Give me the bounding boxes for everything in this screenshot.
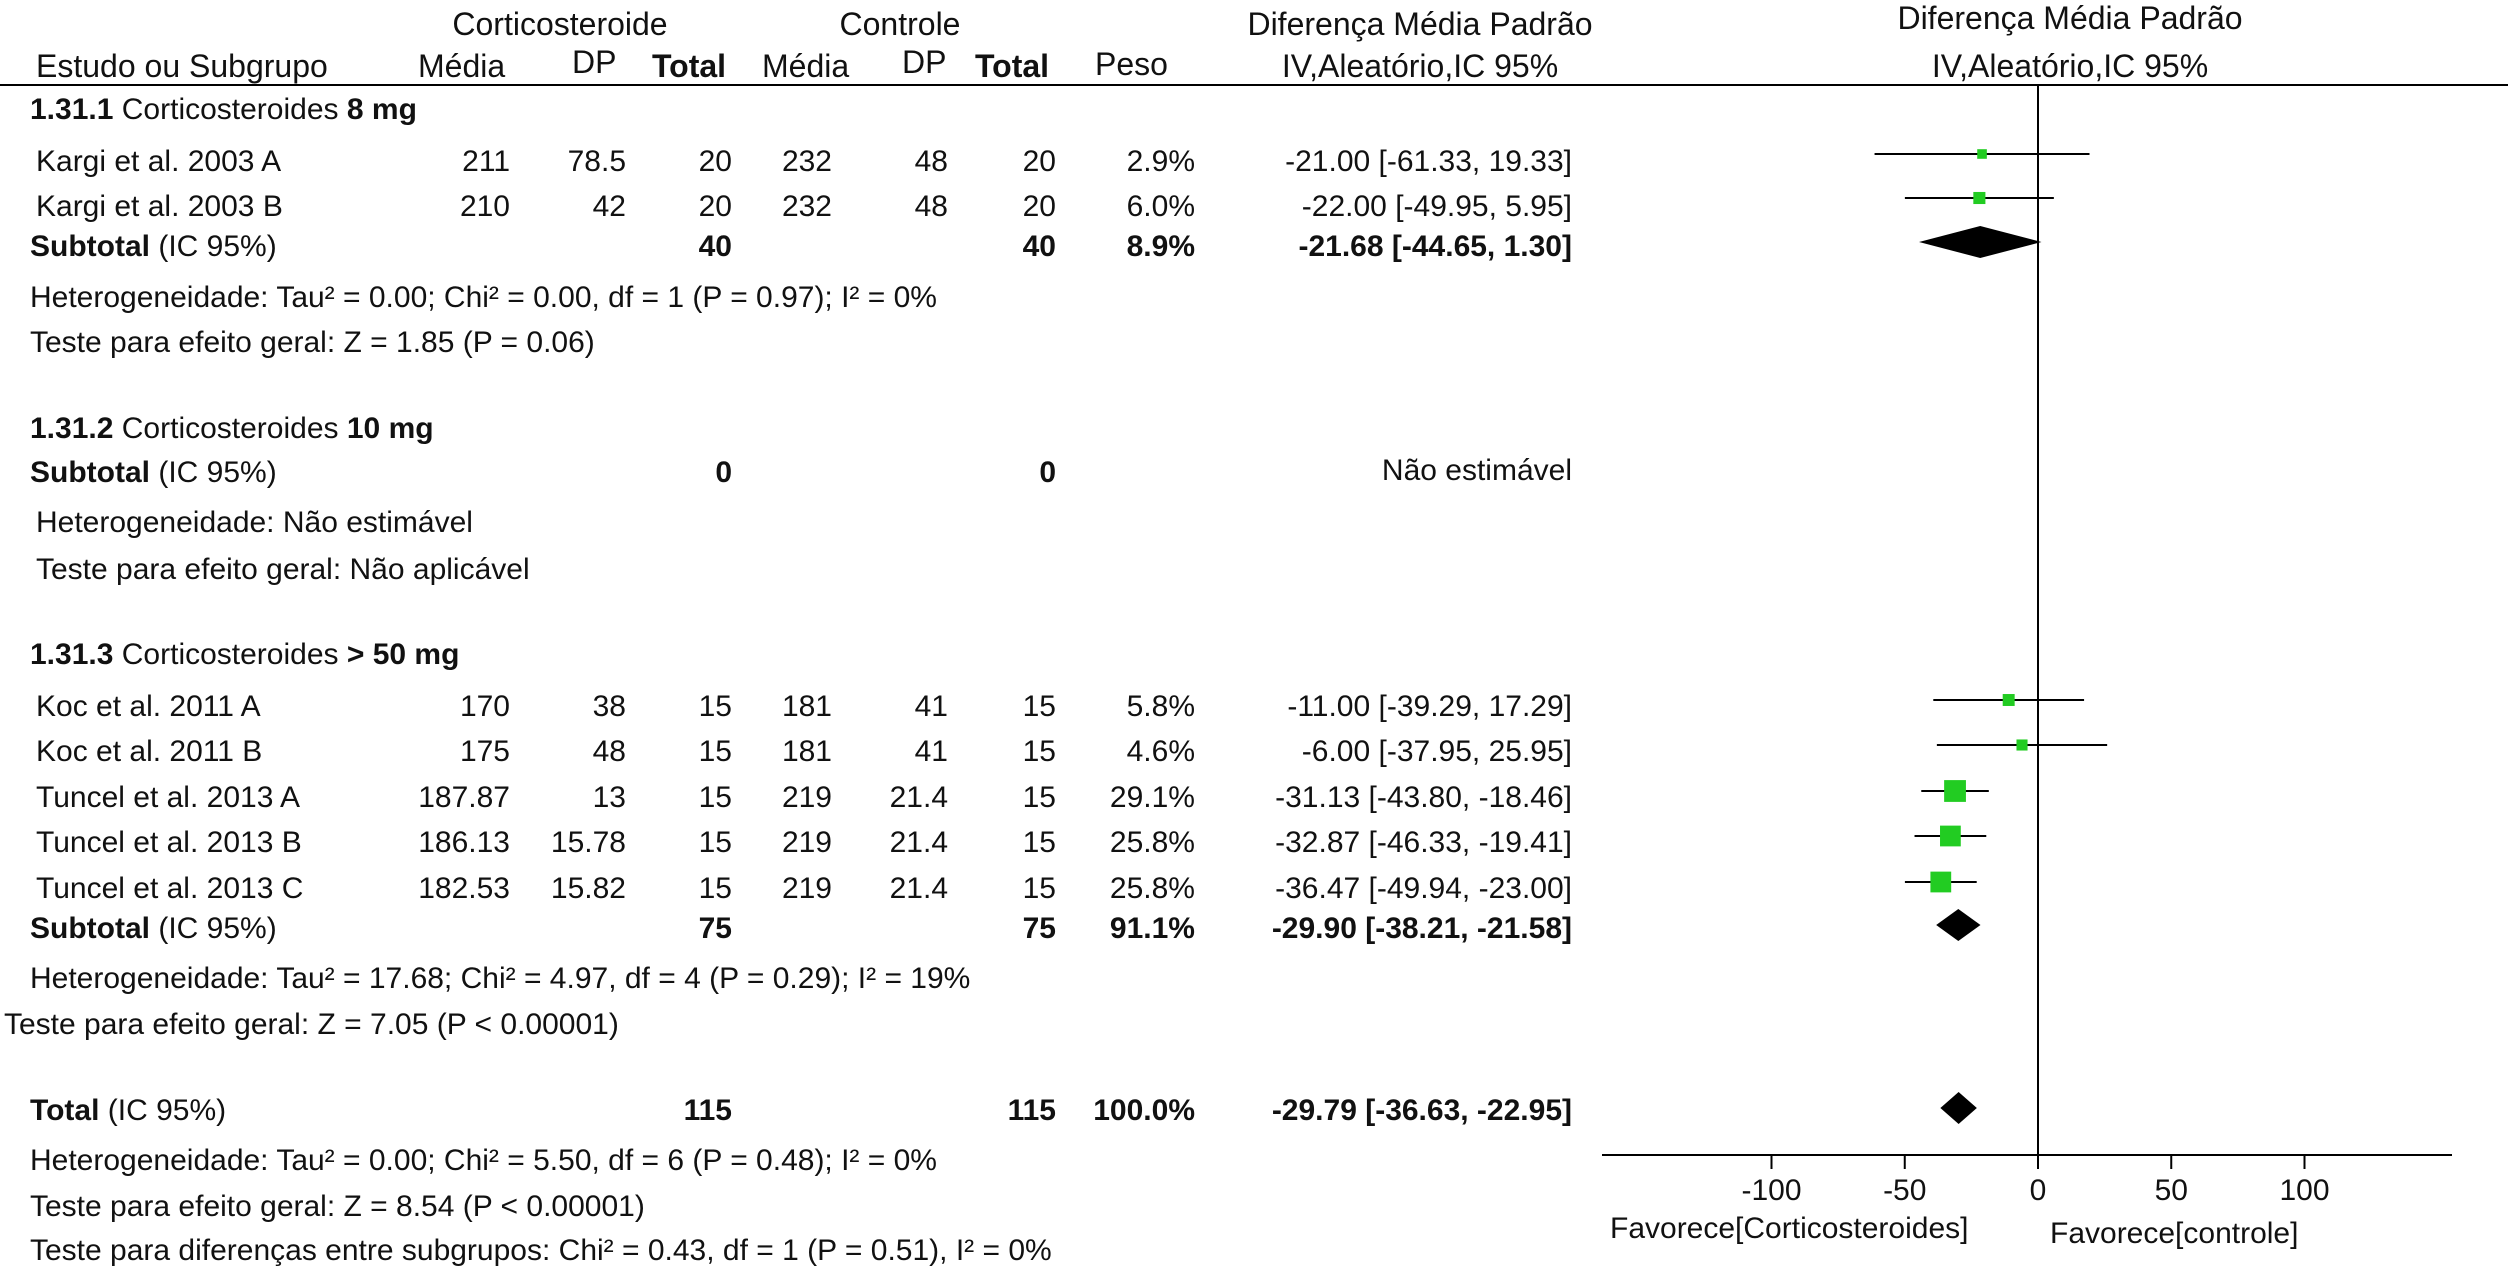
- study-name: Koc et al. 2011 A: [36, 690, 261, 723]
- total-ci: -29.79 [-36.63, -22.95]: [1271, 1094, 1572, 1127]
- study-n2: 15: [1022, 690, 1056, 723]
- summary-diamond: [1936, 909, 1980, 941]
- effect-sub-left: IV,Aleatório,IC 95%: [1281, 48, 1559, 84]
- study-n2: 20: [1022, 145, 1056, 178]
- study-sd1: 38: [592, 690, 626, 723]
- subtotal-ci-word: (IC 95%): [158, 912, 277, 945]
- study-mean1: 182.53: [418, 872, 510, 905]
- study-n1: 15: [698, 872, 732, 905]
- group-dose: > 50 mg: [346, 638, 460, 671]
- study-n2: 15: [1022, 826, 1056, 859]
- x-tick-label: 50: [2154, 1174, 2188, 1207]
- study-n1: 15: [698, 826, 732, 859]
- subtotal-n2: 75: [1022, 912, 1056, 945]
- x-tick-label: 100: [2279, 1174, 2330, 1207]
- group-id: 1.31.3: [30, 638, 114, 671]
- subtotal-ci-word: (IC 95%): [158, 230, 277, 263]
- group-dose: 8 mg: [346, 93, 417, 126]
- total-word: Total: [30, 1094, 100, 1127]
- study-marker: [1944, 780, 1966, 802]
- col-mean2: Média: [762, 48, 850, 84]
- overall-test-text: Teste para efeito geral: Não aplicável: [36, 553, 530, 586]
- x-label-left: Favorece[Corticosteroides]: [1610, 1212, 1969, 1245]
- study-mean2: 219: [781, 872, 832, 905]
- study-n1: 15: [698, 690, 732, 723]
- col-sd1: DP: [572, 44, 617, 80]
- study-mean1: 187.87: [418, 781, 510, 814]
- group1-header: Corticosteroide: [452, 6, 668, 42]
- study-ci: -22.00 [-49.95, 5.95]: [1301, 190, 1572, 223]
- study-mean2: 181: [781, 690, 832, 723]
- summary-diamond: [1919, 226, 2041, 258]
- total-n1: 115: [683, 1094, 732, 1127]
- x-label-right: Favorece[controle]: [2050, 1217, 2299, 1250]
- x-tick-label: 0: [2029, 1174, 2047, 1207]
- study-name: Kargi et al. 2003 A: [36, 145, 282, 178]
- study-marker: [2003, 694, 2015, 706]
- subtotal-n2: 40: [1022, 230, 1056, 263]
- study-name: Kargi et al. 2003 B: [36, 190, 283, 223]
- group-dose: 10 mg: [346, 412, 434, 445]
- subtotal-word: Subtotal: [30, 230, 150, 263]
- study-mean2: 232: [781, 145, 832, 178]
- total-ci-word: (IC 95%): [107, 1094, 227, 1127]
- study-name: Tuncel et al. 2013 A: [36, 781, 301, 814]
- study-mean2: 232: [781, 190, 832, 223]
- study-n1: 15: [698, 781, 732, 814]
- col-weight: Peso: [1095, 46, 1168, 82]
- subtotal-weight: 91.1%: [1109, 912, 1195, 945]
- study-n2: 15: [1022, 735, 1056, 768]
- col-sd2: DP: [902, 44, 947, 80]
- study-sd2: 21.4: [889, 781, 948, 814]
- col-total2: Total: [975, 48, 1050, 84]
- group-label: Corticosteroides: [121, 638, 339, 671]
- study-n2: 20: [1022, 190, 1056, 223]
- study-sd2: 21.4: [889, 826, 948, 859]
- subgroup-test-text: Teste para diferenças entre subgrupos: Chi² = 0.43, df = 1 (P = 0.51), I² = 0%: [30, 1234, 1052, 1267]
- study-mean1: 211: [462, 145, 510, 178]
- study-name: Tuncel et al. 2013 B: [36, 826, 302, 859]
- x-tick-label: -100: [1741, 1174, 1802, 1207]
- study-ci: -36.47 [-49.94, -23.00]: [1275, 872, 1572, 905]
- study-mean1: 175: [459, 735, 510, 768]
- study-marker: [1940, 826, 1961, 847]
- subtotal-n1: 40: [698, 230, 732, 263]
- study-weight: 25.8%: [1109, 826, 1195, 859]
- study-weight: 4.6%: [1126, 735, 1195, 768]
- study-sd1: 78.5: [567, 145, 626, 178]
- study-mean2: 181: [781, 735, 832, 768]
- subtotal-n1: 75: [698, 912, 732, 945]
- subtotal-ci: Não estimável: [1381, 454, 1572, 487]
- study-sd2: 41: [914, 690, 948, 723]
- study-ci: -32.87 [-46.33, -19.41]: [1275, 826, 1572, 859]
- study-weight: 5.8%: [1126, 690, 1195, 723]
- total-weight: 100.0%: [1093, 1094, 1195, 1127]
- study-sd1: 15.82: [550, 872, 626, 905]
- study-sd2: 48: [914, 145, 948, 178]
- study-sd1: 48: [592, 735, 626, 768]
- heterogeneity-text: Heterogeneidade: Tau² = 17.68; Chi² = 4.97, df = 4 (P = 0.29); I² = 19%: [30, 962, 971, 995]
- subtotal-n2: 0: [1039, 456, 1056, 489]
- study-n1: 15: [698, 735, 732, 768]
- study-ci: -6.00 [-37.95, 25.95]: [1301, 735, 1572, 768]
- study-sd1: 15.78: [550, 826, 626, 859]
- subtotal-ci-word: (IC 95%): [158, 456, 277, 489]
- subtotal-ci: -29.90 [-38.21, -21.58]: [1271, 912, 1572, 945]
- total-heterogeneity-text: Heterogeneidade: Tau² = 0.00; Chi² = 5.50, df = 6 (P = 0.48); I² = 0%: [30, 1144, 937, 1177]
- group-label: Corticosteroides: [121, 412, 339, 445]
- study-marker: [1973, 192, 1985, 204]
- study-mean2: 219: [781, 826, 832, 859]
- study-ci: -31.13 [-43.80, -18.46]: [1275, 781, 1572, 814]
- total-overall-test-text: Teste para efeito geral: Z = 8.54 (P < 0.00001): [30, 1190, 645, 1223]
- total-n2: 115: [1007, 1094, 1056, 1127]
- group-label: Corticosteroides: [121, 93, 339, 126]
- study-weight: 29.1%: [1109, 781, 1195, 814]
- col-total1: Total: [652, 48, 727, 84]
- effect-title-left: Diferença Média Padrão: [1247, 6, 1593, 42]
- effect-sub-right: IV,Aleatório,IC 95%: [1931, 48, 2209, 84]
- study-name: Tuncel et al. 2013 C: [36, 872, 304, 905]
- study-n1: 20: [698, 145, 732, 178]
- study-sd2: 48: [914, 190, 948, 223]
- x-tick-label: -50: [1883, 1174, 1927, 1207]
- subtotal-word: Subtotal: [30, 456, 150, 489]
- study-n2: 15: [1022, 781, 1056, 814]
- study-n2: 15: [1022, 872, 1056, 905]
- study-weight: 25.8%: [1109, 872, 1195, 905]
- subtotal-weight: 8.9%: [1126, 230, 1195, 263]
- study-marker: [1930, 872, 1951, 893]
- subtotal-word: Subtotal: [30, 912, 150, 945]
- study-sd2: 41: [914, 735, 948, 768]
- study-n1: 20: [698, 190, 732, 223]
- overall-test-text: Teste para efeito geral: Z = 1.85 (P = 0.06): [30, 326, 595, 359]
- subtotal-n1: 0: [715, 456, 732, 489]
- heterogeneity-text: Heterogeneidade: Tau² = 0.00; Chi² = 0.00, df = 1 (P = 0.97); I² = 0%: [30, 281, 937, 314]
- study-weight: 2.9%: [1126, 145, 1195, 178]
- study-name: Koc et al. 2011 B: [36, 735, 263, 768]
- study-mean1: 186.13: [418, 826, 510, 859]
- heterogeneity-text: Heterogeneidade: Não estimável: [36, 506, 473, 539]
- study-sd1: 42: [592, 190, 626, 223]
- subtotal-ci: -21.68 [-44.65, 1.30]: [1298, 230, 1572, 263]
- study-sd2: 21.4: [889, 872, 948, 905]
- study-ci: -21.00 [-61.33, 19.33]: [1285, 145, 1572, 178]
- study-ci: -11.00 [-39.29, 17.29]: [1287, 690, 1572, 723]
- group-id: 1.31.1: [30, 93, 114, 126]
- study-marker: [2016, 739, 2027, 750]
- overall-test-text: Teste para efeito geral: Z = 7.05 (P < 0.00001): [4, 1008, 619, 1041]
- summary-diamond: [1940, 1092, 1976, 1124]
- study-mean1: 210: [459, 190, 510, 223]
- group2-header: Controle: [839, 6, 961, 42]
- study-mean1: 170: [459, 690, 510, 723]
- study-mean2: 219: [781, 781, 832, 814]
- group-id: 1.31.2: [30, 412, 114, 445]
- col-mean1: Média: [418, 48, 506, 84]
- study-weight: 6.0%: [1126, 190, 1195, 223]
- study-sd1: 13: [592, 781, 626, 814]
- study-marker: [1977, 149, 1987, 159]
- effect-title-right: Diferença Média Padrão: [1897, 0, 2243, 36]
- col-study: Estudo ou Subgrupo: [36, 48, 328, 84]
